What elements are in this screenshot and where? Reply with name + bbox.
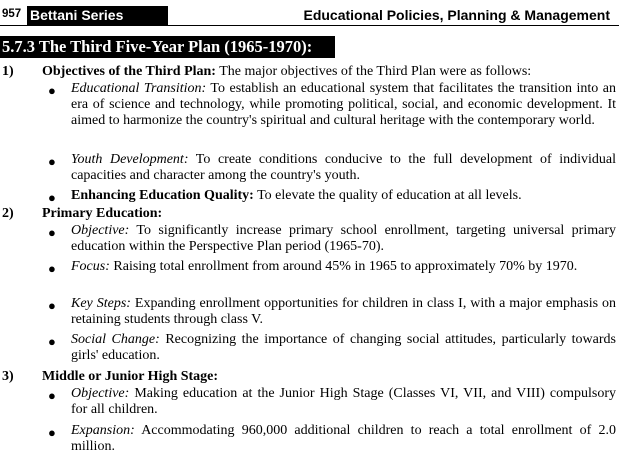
- item-label: Expansion:: [71, 423, 135, 438]
- list-item: [71, 223, 616, 255]
- item-text: Making education at the Junior High Stage (Classes VI, VII, and VIII) compulsory for all children.: [71, 386, 616, 418]
- item-label: Enhancing Education Quality:: [71, 188, 254, 203]
- list-item: [71, 152, 616, 184]
- part-number: 1): [2, 64, 14, 79]
- part-heading: Primary Education:: [42, 206, 163, 221]
- part-heading: Objectives of the Third Plan:: [42, 64, 216, 79]
- bullet-icon: ●: [48, 225, 56, 240]
- item-label: Key Steps:: [71, 296, 131, 311]
- item-label: Educational Transition:: [71, 81, 207, 96]
- part-heading-line: [42, 369, 218, 385]
- item-text: Accommodating 960,000 additional children to reach a total enrollment of 2.0 million.: [71, 423, 616, 455]
- part-number: 2): [2, 206, 14, 221]
- page-header: [0, 6, 619, 26]
- bullet-icon: ●: [48, 154, 56, 169]
- item-text: Recognizing the importance of changing social attitudes, particularly towards girls' education.: [71, 332, 616, 364]
- bullet-icon: ●: [48, 425, 56, 440]
- bullet-icon: ●: [48, 261, 56, 276]
- section-title: 5.7.3 The Third Five-Year Plan (1965-1970):: [0, 36, 335, 58]
- item-text: To elevate the quality of education at all levels.: [253, 188, 522, 203]
- item-label: Focus:: [71, 259, 110, 274]
- item-text: Raising total enrollment from around 45% in 1965 to approximately 70% by 1970.: [109, 259, 578, 274]
- list-item: [71, 81, 616, 130]
- item-label: Objective:: [71, 223, 130, 238]
- list-item: [71, 259, 616, 275]
- item-label: Social Change:: [71, 332, 160, 347]
- item-text: Expanding enrollment opportunities for children in class I, with a major emphasis on retaining students through class V.: [71, 296, 616, 328]
- part-heading: Middle or Junior High Stage:: [42, 369, 219, 384]
- list-item: [71, 386, 616, 418]
- bullet-icon: ●: [48, 83, 56, 98]
- list-item: [71, 188, 616, 204]
- item-text: To significantly increase primary school enrollment, targeting universal primary education within the Perspective Plan period (1965-70).: [71, 223, 616, 255]
- item-text: To create conditions conducive to the full development of individual capacities and character among the country's youth.: [71, 152, 616, 184]
- list-item: [71, 423, 616, 455]
- list-item: [71, 332, 616, 364]
- bullet-icon: ●: [48, 298, 56, 313]
- bullet-icon: ●: [48, 190, 56, 205]
- part-heading-line: [42, 206, 162, 222]
- part-number: 3): [2, 369, 14, 384]
- page-number: 957: [2, 8, 22, 20]
- item-label: Youth Development:: [71, 152, 189, 167]
- part-heading-line: [42, 64, 531, 80]
- part-intro: The major objectives of the Third Plan were as follows:: [215, 64, 532, 79]
- item-text: To establish an educational system that facilitates the transition into an era of science and technology, while promoting political, social, and economic development. It aimed to harmonize the country's spiritual and cultural heritage with the contemporary world.: [71, 81, 616, 129]
- book-title: Educational Policies, Planning & Management: [303, 7, 610, 23]
- series-label: Bettani Series: [27, 6, 168, 25]
- bullet-icon: ●: [48, 334, 56, 349]
- bullet-icon: ●: [48, 388, 56, 403]
- list-item: [71, 296, 616, 328]
- item-label: Objective:: [71, 386, 130, 401]
